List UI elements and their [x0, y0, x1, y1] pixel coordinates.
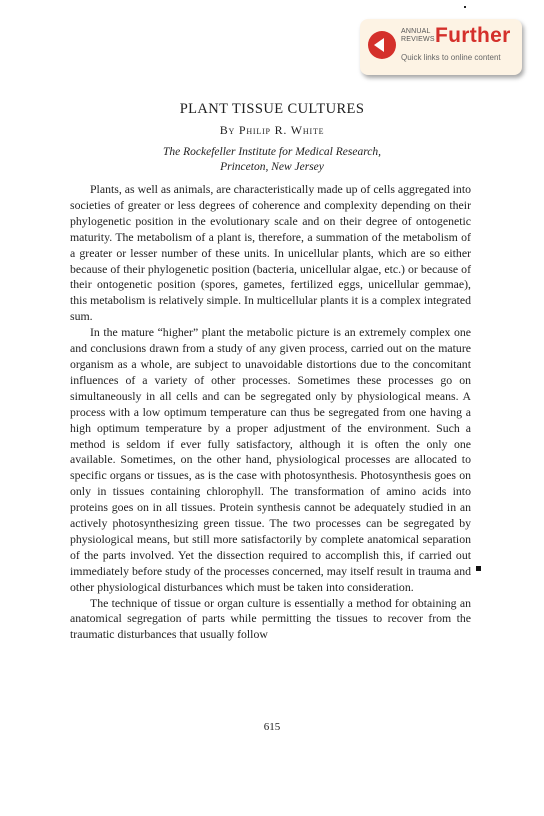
- affiliation-institute: The Rockefeller Institute for Medical Research,: [162, 146, 381, 158]
- speck: [464, 6, 466, 8]
- annual-reviews-further-banner[interactable]: [360, 19, 522, 75]
- article-body: [70, 182, 471, 643]
- paragraph-3: The technique of tissue or organ culture is essentially a method for obtaining an anatomical segregation of parts while permitting the tissues to recover from the traumatic disturbances that usually follow: [70, 595, 471, 642]
- affiliation-location: Princeton, New Jersey: [220, 161, 324, 173]
- banner-tagline: Quick links to online content: [401, 53, 501, 62]
- paragraph-1: Plants, as well as animals, are characteristically made up of cells aggregated into societies of greater or less degrees of coherence and complexity depending on their phylogenetic position in the evolutionary scale and on their degree of ontogenetic maturity. The metabolism of a plant is, therefore, a summation of the metabolism of a greater or lesser number of these units. In unicellular plants, which are so either because of their phylogenetic position (bacteria, unicellular algae, etc.) or because of their ontogenetic position (spores, gametes, fertilized eggs, unicellular gemmae), this metabolism is relatively simple. In multicellular plants it is a complex integrated sum.: [70, 182, 471, 324]
- banner-further: Further: [435, 24, 511, 47]
- margin-mark: [476, 566, 481, 571]
- back-arrow-icon: [368, 31, 396, 59]
- banner-reviews: REVIEWS: [401, 36, 435, 43]
- banner-publisher: [401, 28, 435, 44]
- banner-annual: ANNUAL: [401, 28, 431, 35]
- article-byline: By Philip R. White: [219, 123, 325, 137]
- page-number: 615: [263, 721, 281, 733]
- paragraph-2: In the mature “higher” plant the metabolic picture is an extremely complex one and conclusions drawn from a study of any given process, carried out on the mature organism as a whole, are subject to unavoidable distortions due to the concomitant influences of a variety of other processes. Sometimes these processes go on simultaneously in all cells and can be segregated only by physiological means. A process with a low optimum temperature can thus be segregated from one having a high optimum temperature by a proper adjustment of the environment. Such a method is seldom if ever fully satisfactory, although it is often the only one available. Sometimes, on the other hand, physiological processes are allocated to specific organs or tissues, as is the case with photosynthesis. Photosynthesis goes on only in tissues containing chlorophyll. The transformation of amino acids into proteins goes on in all tissues. Protein synthesis cannot be adequately studied in an actively photosynthesizing green tissue. The two processes can be segregated by physiological means, but still more satisfactorily by complete anatomical separation of the parts involved. Yet the dissection required to accomplish this, if carried out immediately before study of the processes concerned, may itself result in trauma and other physiological disturbances which must be taken into consideration.: [70, 325, 471, 594]
- article-title: PLANT TISSUE CULTURES: [179, 101, 365, 117]
